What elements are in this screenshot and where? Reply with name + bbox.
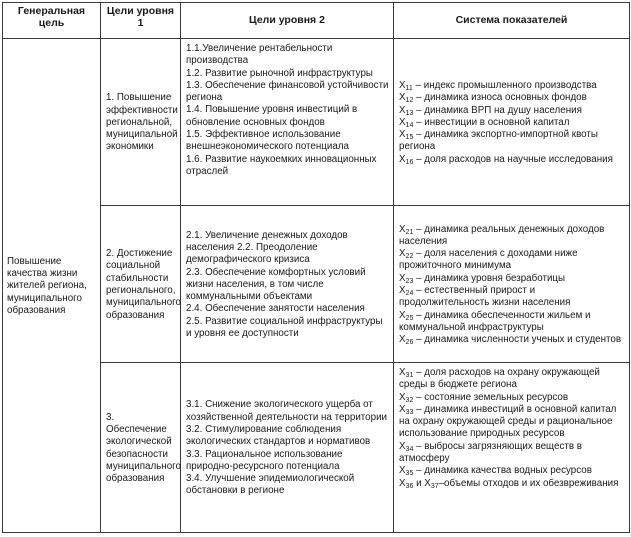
indicator: $X_{32}$ – состояние земельных ресурсов [399,391,569,404]
level1-goal-text: 2. Достижение социальной стабильности регионального, муниципального образования [106,248,181,321]
indicator-variable: $X_{15}$ [399,129,414,142]
level2-goal: 2.3. Обеспечение комфортных условий жизни населения, в том числе коммунальными объектами [186,266,366,303]
indicator: $X_{13}$ – динамика ВРП на душу населения [399,104,582,117]
level2-goal: 1.3. Обеспечение финансовой устойчивости региона [186,79,389,104]
indicator: $X_{25}$ – динамика обеспеченности жильем и коммунальной инфраструктуры [399,309,591,333]
level2-goal: 1.1.Увеличение рентабельности производства [186,43,333,67]
indicator-variable: $X_{36}$ [399,477,414,490]
indicator-variable: $X_{33}$ [399,403,414,416]
level2-goal: 3.2. Стимулирование соблюдения экологических стандартов и нормативов [186,423,371,448]
goals-indicators-table [2,2,630,533]
indicator: $X_{35}$ – динамика качества водных ресурсов [399,465,592,478]
indicator-variable: $X_{26}$ [399,334,414,347]
indicator: $X_{34}$ – выбросы загрязняющих веществ в атмосферу [399,440,582,465]
level2-goal: 2.1. Увеличение денежных доходов населения 2.2. Преодоление демографического кризиса [186,229,348,266]
level1-goal-cell [101,39,181,206]
header-level-1-goals: Цели уровня 1 [101,3,181,39]
level2-goal: 1.4. Повышение уровня инвестиций в обновление основных фондов [186,104,358,128]
indicator: $X_{23}$ – динамика уровня безработицы [399,272,566,285]
indicator: $X_{33}$ – динамика инвестиций в основной капитал на охрану окружающей среды и рациональное использование природных ресурсов [399,403,617,440]
header-indicator-system: Система показателей [394,3,630,39]
level2-goals-cell [181,363,394,533]
level2-goal: 3.3. Рациональное использование природно-ресурсного потенциала [186,448,343,472]
level2-goals-cell [181,39,394,206]
indicator: $X_{24}$ – естественный прирост и продолжительность жизни населения [399,285,571,309]
indicator: $X_{11}$ – индекс промышленного производства [399,79,597,92]
level2-goal: 1.2. Развитие рыночной инфраструктуры [186,67,373,79]
indicator-variable: $X_{23}$ [399,272,414,285]
level2-goals-cell [181,206,394,363]
level1-goal-text: 3. Обеспечение экологической безопасности муниципального образования [106,411,181,485]
level2-goal: 2.5. Развитие социальной инфраструктуры и уровня ее доступности [186,315,383,340]
indicator-variable: $X_{35}$ [399,465,414,478]
indicator-variable: $X_{31}$ [399,367,414,379]
header-row [3,3,630,39]
indicator-variable: $X_{21}$ [399,223,414,236]
indicator-variable: $X_{25}$ [399,309,414,322]
indicator: $X_{16}$ – доля расходов на научные исследования [399,153,613,166]
indicator: $X_{14}$ – инвестиции в основной капитал [399,116,570,129]
general-goal-cell [3,39,101,533]
header-level-2-goals: Цели уровня 2 [181,3,394,39]
level2-goal: 3.1. Снижение экологического ущерба от хозяйственной деятельности на территории [186,399,388,423]
indicator-variable: $X_{37}$ [424,477,439,490]
indicator-variable: $X_{34}$ [399,440,414,453]
table-row [3,39,630,206]
indicator-variable: $X_{24}$ [399,285,414,297]
level1-goal-cell [101,363,181,533]
indicator-variable: $X_{16}$ [399,153,414,166]
indicator-variable: $X_{32}$ [399,391,414,404]
indicator: $X_{12}$ – динамика износа основных фондов [399,92,587,105]
indicator-variable: $X_{22}$ [399,248,414,261]
indicators-cell [394,363,630,533]
indicator: $X_{22}$ – доля населения с доходами ниже прожиточного минимума [399,248,578,272]
indicator-variable: $X_{12}$ [399,92,414,105]
level2-goal: 3.4. Улучшение эпидемиологической обстановки в регионе [186,473,355,497]
indicator: $X_{15}$ – динамика экспортно-импортной квоты региона [399,129,598,153]
level2-goal: 1.6. Развитие наукоемких инновационных отраслей [186,153,377,177]
level1-goal-cell [101,206,181,363]
level2-goal: 2.4. Обеспечение занятости населения [186,303,365,315]
indicator: $X_{31}$ – доля расходов на охрану окружающей среды в бюджете региона [399,367,600,391]
level2-goal: 1.5. Эффективное использование внешнеэкономического потенциала [186,129,349,153]
indicator: $X_{21}$ – динамика реальных денежных доходов населения [399,223,605,247]
indicators-cell [394,39,630,206]
indicator-variable: $X_{14}$ [399,116,414,129]
level1-goal-text: 1. Повышение эффективности региональной, муниципальной экономики [106,92,178,153]
general-goal-text: Повышение качества жизни жителей региона, муниципального образования [7,255,87,316]
indicator: $X_{36}$ и $X_{37}$–объемы отходов и их обезвреживания [399,477,619,490]
indicator: $X_{26}$ – динамика численности ученых и студентов [399,334,622,347]
indicators-cell [394,206,630,363]
header-general-goal: Генеральная цель [3,3,101,39]
indicator-variable: $X_{11}$ [399,79,413,92]
indicator-variable: $X_{13}$ [399,104,414,117]
